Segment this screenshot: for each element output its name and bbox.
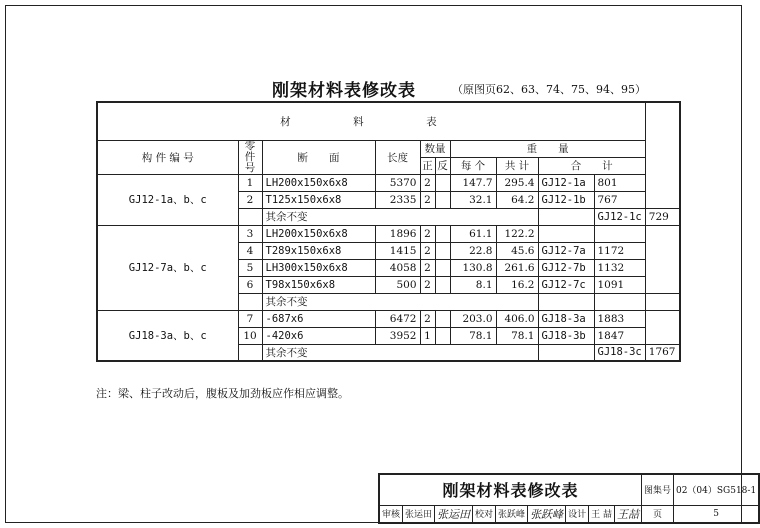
table-note: 注：梁、柱子改动后，腹板及加劲板应作相应调整。 bbox=[96, 387, 349, 400]
section-cell: -687x6 bbox=[262, 310, 375, 327]
title-block-title: 刚架材料表修改表 bbox=[379, 474, 641, 505]
part-no-cell bbox=[238, 344, 262, 361]
total-weight-cell: 295.4 bbox=[496, 174, 538, 191]
reviewer-name: 张运田 bbox=[403, 505, 435, 523]
total-weight-cell: 261.6 bbox=[496, 259, 538, 276]
part-no-cell: 10 bbox=[238, 327, 262, 344]
header-qty-pos: 正 bbox=[420, 157, 435, 174]
qty-pos-cell: 2 bbox=[420, 276, 435, 293]
member-code-cell: GJ12-7a bbox=[538, 242, 594, 259]
member-code-cell bbox=[538, 225, 594, 242]
member-code-cell bbox=[594, 293, 645, 310]
header-quantity: 数量 bbox=[420, 140, 450, 157]
sum-weight-cell: 1883 bbox=[594, 310, 645, 327]
part-no-cell: 4 bbox=[238, 242, 262, 259]
total-weight-cell: 122.2 bbox=[496, 225, 538, 242]
qty-neg-cell bbox=[435, 310, 450, 327]
remark-cell: 其余不变 bbox=[262, 344, 538, 361]
reviewer-signature: 张运田 bbox=[435, 505, 473, 523]
qty-neg-cell bbox=[435, 276, 450, 293]
sum-weight-cell: 1767 bbox=[645, 344, 679, 361]
sum-weight-cell bbox=[645, 293, 679, 310]
qty-pos-cell: 2 bbox=[420, 191, 435, 208]
member-code-cell: GJ12-1a bbox=[538, 174, 594, 191]
each-weight-cell: 8.1 bbox=[450, 276, 496, 293]
section-cell: LH300x150x6x8 bbox=[262, 259, 375, 276]
qty-neg-cell bbox=[435, 225, 450, 242]
table-row bbox=[97, 174, 680, 191]
length-cell: 4058 bbox=[375, 259, 420, 276]
header-total: 共 计 bbox=[496, 157, 538, 174]
qty-pos-cell: 1 bbox=[420, 327, 435, 344]
length-cell: 1896 bbox=[375, 225, 420, 242]
each-weight-cell: 203.0 bbox=[450, 310, 496, 327]
total-weight-cell: 78.1 bbox=[496, 327, 538, 344]
check-label: 校对 bbox=[473, 505, 496, 523]
section-cell: T289x150x6x8 bbox=[262, 242, 375, 259]
page-label: 页 bbox=[641, 505, 673, 523]
qty-neg-cell bbox=[435, 174, 450, 191]
header-part-no: 零件号 bbox=[238, 140, 262, 174]
sum-weight-cell: 1091 bbox=[594, 276, 645, 293]
length-cell: 3952 bbox=[375, 327, 420, 344]
member-code-cell: GJ12-1c bbox=[594, 208, 645, 225]
qty-pos-cell: 2 bbox=[420, 242, 435, 259]
qty-pos-cell: 2 bbox=[420, 174, 435, 191]
sum-weight-cell: 1172 bbox=[594, 242, 645, 259]
qty-neg-cell bbox=[435, 327, 450, 344]
member-code-cell: GJ18-3b bbox=[538, 327, 594, 344]
member-code-cell: GJ18-3c bbox=[594, 344, 645, 361]
qty-pos-cell: 2 bbox=[420, 310, 435, 327]
component-group-name: GJ12-1a、b、c bbox=[97, 174, 238, 225]
total-weight-cell bbox=[538, 208, 594, 225]
review-label: 审核 bbox=[379, 505, 403, 523]
part-no-cell: 6 bbox=[238, 276, 262, 293]
section-cell: T98x150x6x8 bbox=[262, 276, 375, 293]
header-length: 长度 bbox=[375, 140, 420, 174]
header-qty-neg: 反 bbox=[435, 157, 450, 174]
member-code-cell: GJ12-7b bbox=[538, 259, 594, 276]
material-table bbox=[96, 101, 681, 362]
sum-weight-cell: 767 bbox=[594, 191, 645, 208]
section-cell: LH200x150x6x8 bbox=[262, 225, 375, 242]
total-weight-cell: 16.2 bbox=[496, 276, 538, 293]
part-no-cell bbox=[238, 208, 262, 225]
qty-neg-cell bbox=[435, 259, 450, 276]
part-no-cell: 1 bbox=[238, 174, 262, 191]
total-weight-cell bbox=[538, 344, 594, 361]
total-weight-cell: 45.6 bbox=[496, 242, 538, 259]
checker-signature: 张跃峰 bbox=[528, 505, 566, 523]
length-cell: 5370 bbox=[375, 174, 420, 191]
remark-cell: 其余不变 bbox=[262, 208, 538, 225]
length-cell: 500 bbox=[375, 276, 420, 293]
qty-neg-cell bbox=[435, 191, 450, 208]
length-cell: 2335 bbox=[375, 191, 420, 208]
section-cell: LH200x150x6x8 bbox=[262, 174, 375, 191]
designer-name: 王 喆 bbox=[589, 505, 615, 523]
atlas-number: 02（04）SG518-1 bbox=[673, 474, 759, 505]
page-subtitle: （原图页62、63、74、75、94、95） bbox=[452, 83, 646, 96]
total-weight-cell bbox=[538, 293, 594, 310]
header-component-no: 构 件 编 号 bbox=[97, 140, 238, 174]
page-title: 刚架材料表修改表 bbox=[272, 81, 416, 101]
total-weight-cell: 64.2 bbox=[496, 191, 538, 208]
total-weight-cell: 406.0 bbox=[496, 310, 538, 327]
designer-signature: 王喆 bbox=[614, 505, 641, 523]
section-cell: T125x150x6x8 bbox=[262, 191, 375, 208]
header-sum: 合 计 bbox=[538, 157, 645, 174]
header-section: 断 面 bbox=[262, 140, 375, 174]
length-cell: 1415 bbox=[375, 242, 420, 259]
each-weight-cell: 32.1 bbox=[450, 191, 496, 208]
qty-pos-cell: 2 bbox=[420, 225, 435, 242]
title-block bbox=[378, 473, 760, 524]
sum-weight-cell: 1847 bbox=[594, 327, 645, 344]
part-no-cell: 7 bbox=[238, 310, 262, 327]
length-cell: 6472 bbox=[375, 310, 420, 327]
checker-name: 张跃峰 bbox=[496, 505, 528, 523]
atlas-label: 图集号 bbox=[641, 474, 673, 505]
sum-weight-cell: 801 bbox=[594, 174, 645, 191]
sum-weight-cell: 729 bbox=[645, 208, 679, 225]
header-each: 每 个 bbox=[450, 157, 496, 174]
component-group-name: GJ12-7a、b、c bbox=[97, 225, 238, 310]
sum-weight-cell bbox=[594, 225, 645, 242]
part-no-cell: 2 bbox=[238, 191, 262, 208]
section-cell: -420x6 bbox=[262, 327, 375, 344]
sum-weight-cell: 1132 bbox=[594, 259, 645, 276]
part-no-cell: 5 bbox=[238, 259, 262, 276]
part-no-cell: 3 bbox=[238, 225, 262, 242]
each-weight-cell: 147.7 bbox=[450, 174, 496, 191]
header-weight: 重 量 bbox=[450, 140, 645, 157]
qty-neg-cell bbox=[435, 242, 450, 259]
page-number: 5 bbox=[673, 505, 759, 523]
each-weight-cell: 130.8 bbox=[450, 259, 496, 276]
table-row bbox=[97, 225, 680, 242]
member-code-cell: GJ18-3a bbox=[538, 310, 594, 327]
remark-cell: 其余不变 bbox=[262, 293, 538, 310]
component-group-name: GJ18-3a、b、c bbox=[97, 310, 238, 361]
member-code-cell: GJ12-7c bbox=[538, 276, 594, 293]
each-weight-cell: 61.1 bbox=[450, 225, 496, 242]
part-no-cell bbox=[238, 293, 262, 310]
qty-pos-cell: 2 bbox=[420, 259, 435, 276]
member-code-cell: GJ12-1b bbox=[538, 191, 594, 208]
table-title: 材 料 表 bbox=[97, 102, 645, 140]
each-weight-cell: 78.1 bbox=[450, 327, 496, 344]
table-row bbox=[97, 310, 680, 327]
each-weight-cell: 22.8 bbox=[450, 242, 496, 259]
design-label: 设计 bbox=[566, 505, 589, 523]
